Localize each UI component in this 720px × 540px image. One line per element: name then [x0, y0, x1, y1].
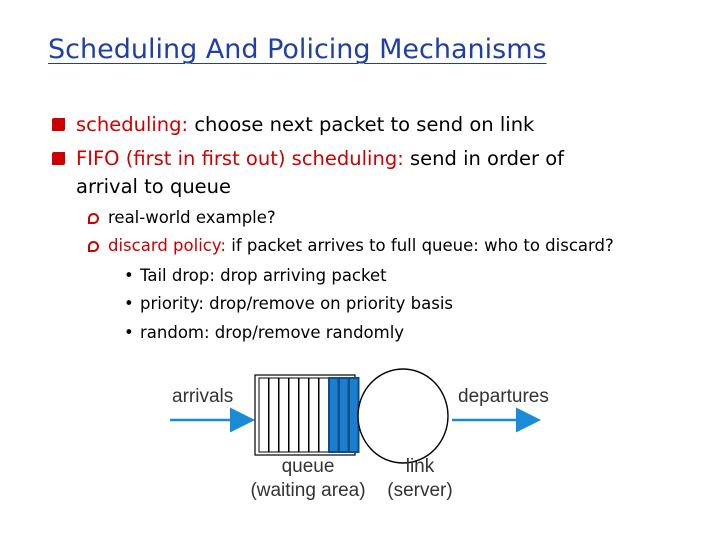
packet-slot-empty	[319, 378, 329, 452]
dot-icon: •	[124, 294, 134, 313]
policy-text: Tail drop: drop arriving packet	[140, 266, 387, 285]
link-label: link	[405, 456, 435, 477]
bullet-fifo-continuation: arrival to queue	[76, 175, 232, 198]
packet-slot-empty	[289, 378, 299, 452]
dot-icon: •	[124, 266, 134, 285]
slide-title: Scheduling And Policing Mechanisms	[48, 34, 547, 65]
packet-slot-empty	[299, 378, 309, 452]
packet-slot-filled	[349, 378, 359, 452]
bullet-term: FIFO (first in first out) scheduling:	[76, 147, 404, 170]
packet-slot-empty	[269, 378, 279, 452]
packet-slot-filled	[339, 378, 349, 452]
sub-bullet-text: real-world example?	[108, 208, 276, 227]
policy-text: random: drop/remove randomly	[140, 323, 405, 342]
bullet-body: choose next packet to send on link	[188, 113, 535, 136]
bullet-term: scheduling:	[76, 113, 189, 136]
queue-sublabel: (waiting area)	[250, 480, 366, 501]
queue-label: queue	[281, 456, 335, 477]
packet-slot-empty	[279, 378, 289, 452]
arrivals-label: arrivals	[172, 386, 234, 407]
policy-text: priority: drop/remove on priority basis	[140, 294, 454, 313]
sub-bullet-body: if packet arrives to full queue: who to discard?	[225, 236, 614, 255]
departures-label: departures	[458, 386, 549, 407]
sub-bullet-term: discard policy:	[108, 236, 226, 255]
bullet-body: send in order of	[403, 147, 565, 170]
server-circle	[358, 369, 448, 463]
packet-slot-filled	[329, 378, 339, 452]
link-sublabel: (server)	[387, 480, 453, 501]
packet-slot-empty	[259, 378, 269, 452]
dot-icon: •	[124, 323, 134, 342]
queue-buffer	[255, 375, 359, 455]
packet-slot-empty	[309, 378, 319, 452]
